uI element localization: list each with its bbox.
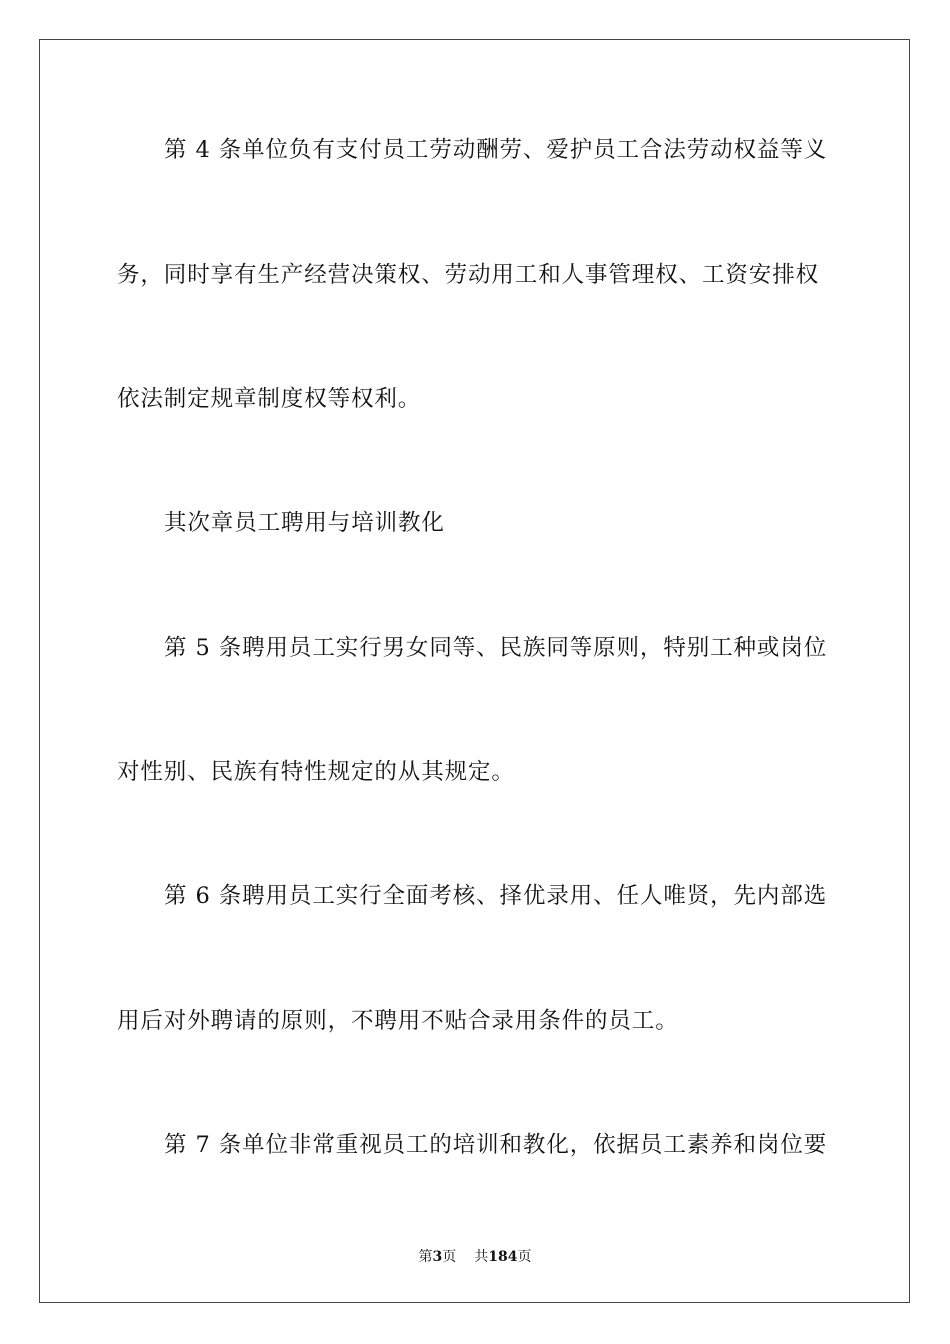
page-footer xyxy=(0,1248,950,1266)
page-number: 3 xyxy=(432,1249,443,1265)
page-suffix: 页 xyxy=(442,1249,457,1265)
paragraph-line: 依法制定规章制度权等权利。 xyxy=(117,386,422,412)
paragraph-line: 第 7 条单位非常重视员工的培训和教化，依据员工素养和岗位要 xyxy=(164,1132,828,1158)
paragraph-line: 对性别、民族有特性规定的从其规定。 xyxy=(117,759,515,785)
paragraph-line: 务，同时享有生产经营决策权、劳动用工和人事管理权、工资安排权 xyxy=(117,262,820,288)
total-suffix: 页 xyxy=(517,1249,532,1265)
paragraph-line: 用后对外聘请的原则，不聘用不贴合录用条件的员工。 xyxy=(117,1008,679,1034)
paragraph-line: 第 6 条聘用员工实行全面考核、择优录用、任人唯贤，先内部选 xyxy=(164,883,828,909)
total-pages: 184 xyxy=(488,1249,518,1265)
paragraph-line: 第 5 条聘用员工实行男女同等、民族同等原则，特别工种或岗位 xyxy=(164,635,828,661)
page-prefix: 第 xyxy=(418,1249,433,1265)
total-prefix: 共 xyxy=(474,1249,489,1265)
page-frame xyxy=(39,39,910,1303)
paragraph-line: 第 4 条单位负有支付员工劳动酬劳、爱护员工合法劳动权益等义 xyxy=(164,137,828,163)
section-heading: 其次章员工聘用与培训教化 xyxy=(164,510,445,536)
